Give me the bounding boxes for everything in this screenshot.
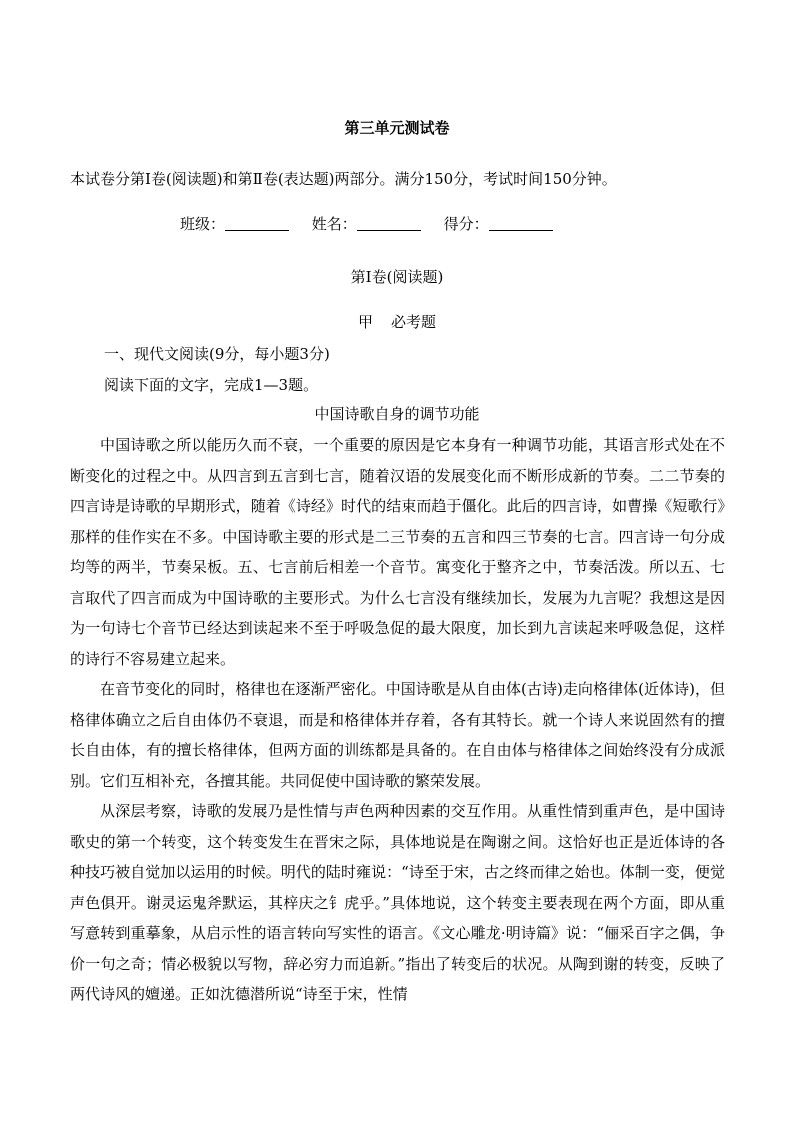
volume-title: 第Ⅰ卷(阅读题)	[350, 268, 444, 286]
section-instruction: 阅读下面的文字，完成1—3题。	[104, 376, 319, 394]
section-heading: 一、现代文阅读(9分，每小题3分)	[104, 345, 330, 363]
name-label: 姓名：	[311, 215, 357, 233]
score-blank[interactable]	[489, 216, 553, 231]
article-paragraph: 中国诗歌之所以能历久而不衰，一个重要的原因是它本身有一种调节功能，其语言形式处在不断变化的过程之中。从四言到五言到七言，随着汉语的发展变化而不断形成新的节奏。二二节奏的四言诗是诗歌的早期形式，随着《诗经》时代的结束而趋于僵化。此后的四言诗，如曹操《短歌行》那样的佳作实在不多。中国诗歌主要的形式是二三节奏的五言和四三节奏的七言。四言诗一句分成均等的两半，节奏呆板。五、七言前后相差一个音节。寓变化于整齐之中，节奏活泼。所以五、七言取代了四言而成为中国诗歌的主要形式。为什么七言没有继续加长，发展为九言呢？我想这是因为一句诗七个音节已经达到读起来不至于呼吸急促的最大限度，加长到九言读起来呼吸急促，这样的诗行不容易建立起来。	[70, 436, 725, 668]
exam-title: 第三单元测试卷	[344, 119, 450, 137]
score-label: 得分：	[443, 215, 489, 233]
exam-intro: 本试卷分第Ⅰ卷(阅读题)和第Ⅱ卷(表达题)两部分。满分150分，考试时间150分钟。	[70, 170, 617, 188]
student-info-row	[180, 213, 571, 234]
article-body	[70, 430, 725, 1010]
name-blank[interactable]	[357, 216, 421, 231]
sub-title-part2: 必考题	[391, 313, 437, 331]
sub-title-part1: 甲	[357, 313, 373, 331]
sub-title	[0, 311, 794, 332]
article-title: 中国诗歌自身的调节功能	[314, 405, 480, 423]
class-label: 班级：	[180, 215, 226, 233]
article-paragraph: 在音节变化的同时，格律也在逐渐严密化。中国诗歌是从自由体(古诗)走向格律体(近体诗)，但格律体确立之后自由体仍不衰退，而是和格律体并存着，各有其特长。就一个诗人来说固然有的擅长自由体，有的擅长格律体，但两方面的训练都是具备的。在自由体与格律体之间始终没有分成派别。它们互相补充，各擅其能。共同促使中国诗歌的繁荣发展。	[70, 680, 725, 790]
class-blank[interactable]	[225, 216, 289, 231]
article-paragraph: 从深层考察，诗歌的发展乃是性情与声色两种因素的交互作用。从重性情到重声色，是中国诗歌史的第一个转变，这个转变发生在晋宋之际，具体地说是在陶谢之间。这恰好也正是近体诗的各种技巧被自觉加以运用的时候。明代的陆时雍说：“诗至于宋，古之终而律之始也。体制一变，便觉声色俱开。谢灵运鬼斧默运，其梓庆之钅虎乎。”具体地说，这个转变主要表现在两个方面，即从重写意转到重摹象，从启示性的语言转向写实性的语言。《文心雕龙·明诗篇》说：“俪采百字之偶，争价一句之奇；情必极貌以写物，辞必穷力而追新。”指出了转变后的状况。从陶到谢的转变，反映了两代诗风的嬗递。正如沈德潜所说“诗至于宋，性情	[70, 802, 725, 1003]
